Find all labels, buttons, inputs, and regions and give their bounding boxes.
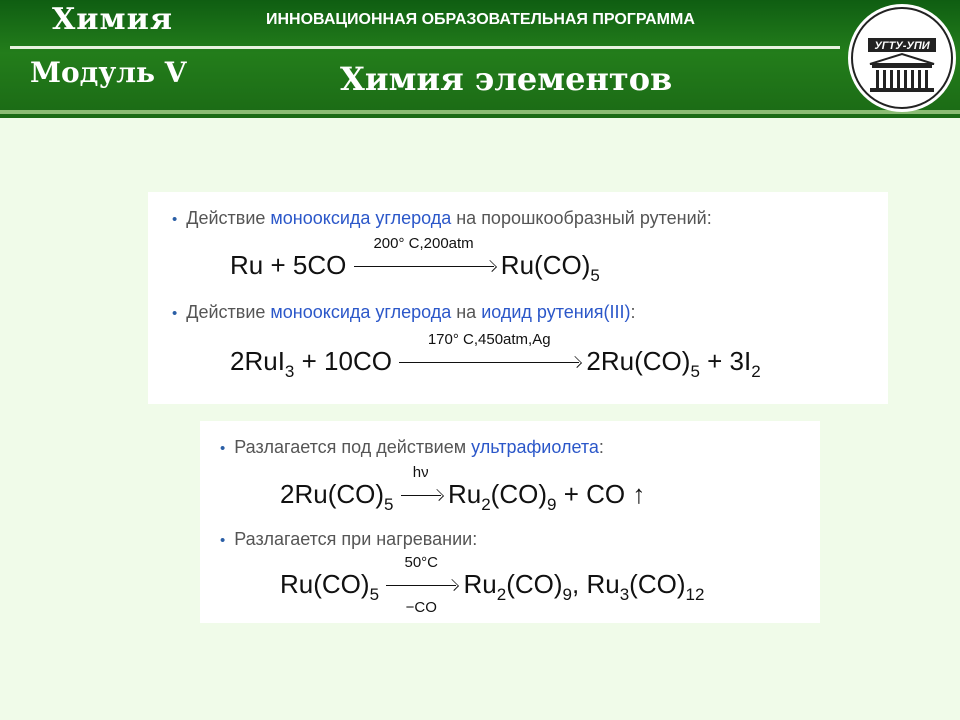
bullet-co-ruthenium: • Действие монооксида углерода на порошкообразный рутений: [172, 208, 712, 228]
reactions-card-2 [200, 421, 820, 623]
bullet-heating-decomposition: • Разлагается при нагревании: [220, 529, 478, 549]
link-carbon-monoxide[interactable]: монооксида углерода [270, 208, 452, 228]
equation-4: $Ru(CO)_5$ $\frac{50^\circ C}{-CO}$ $Ru_2(CO)_9$, $Ru_3(CO)_{12}$ [280, 554, 705, 616]
equation-3: $2Ru(CO)_5$ hν $Ru_2(CO)_9$ + CO ↑ [280, 464, 646, 514]
program-label: ИННОВАЦИОННАЯ ОБРАЗОВАТЕЛЬНАЯ ПРОГРАММА [266, 11, 695, 28]
link-ultraviolet[interactable]: ультрафиолета [471, 437, 599, 457]
slide-title: Химия элементов [340, 60, 673, 98]
bullet-dot-icon: • [220, 440, 226, 457]
equation-2: 2RuI$_3$ + 10CO 170° C,450atm,Ag $2Ru(CO)_5 + 3I_2$ [230, 331, 761, 381]
reaction-arrow: hν [401, 479, 441, 509]
bullet-uv-decomposition: • Разлагается под действием ультрафиолета: [220, 437, 604, 457]
reactions-card-1 [148, 192, 888, 404]
reaction-arrow: 170° C,450atm,Ag [399, 346, 579, 376]
bullet-co-iodide: • Действие монооксида углерода на иодид рутения(III): [172, 302, 636, 322]
module-label: Модуль V [30, 56, 187, 89]
header-divider [10, 46, 840, 49]
link-carbon-monoxide[interactable]: монооксида углерода [270, 302, 452, 322]
subject-label: Химия [52, 2, 174, 37]
bullet-dot-icon: • [172, 305, 178, 322]
reaction-arrow: 200° C,200atm [354, 250, 494, 280]
university-logo-icon [846, 2, 958, 114]
header-bottom-stripe [0, 110, 960, 114]
reaction-arrow: $\frac{50^\circ C}{-CO}$ [386, 569, 456, 599]
equation-1: Ru + 5CO 200° C,200atm $Ru(CO)_5$ [230, 235, 600, 285]
link-ruthenium-iodide[interactable]: иодид рутения(III) [481, 302, 631, 322]
header-banner [0, 0, 960, 118]
bullet-dot-icon: • [220, 532, 226, 549]
bullet-dot-icon: • [172, 211, 178, 228]
svg-text:УГТУ-УПИ: УГТУ-УПИ [874, 40, 930, 52]
